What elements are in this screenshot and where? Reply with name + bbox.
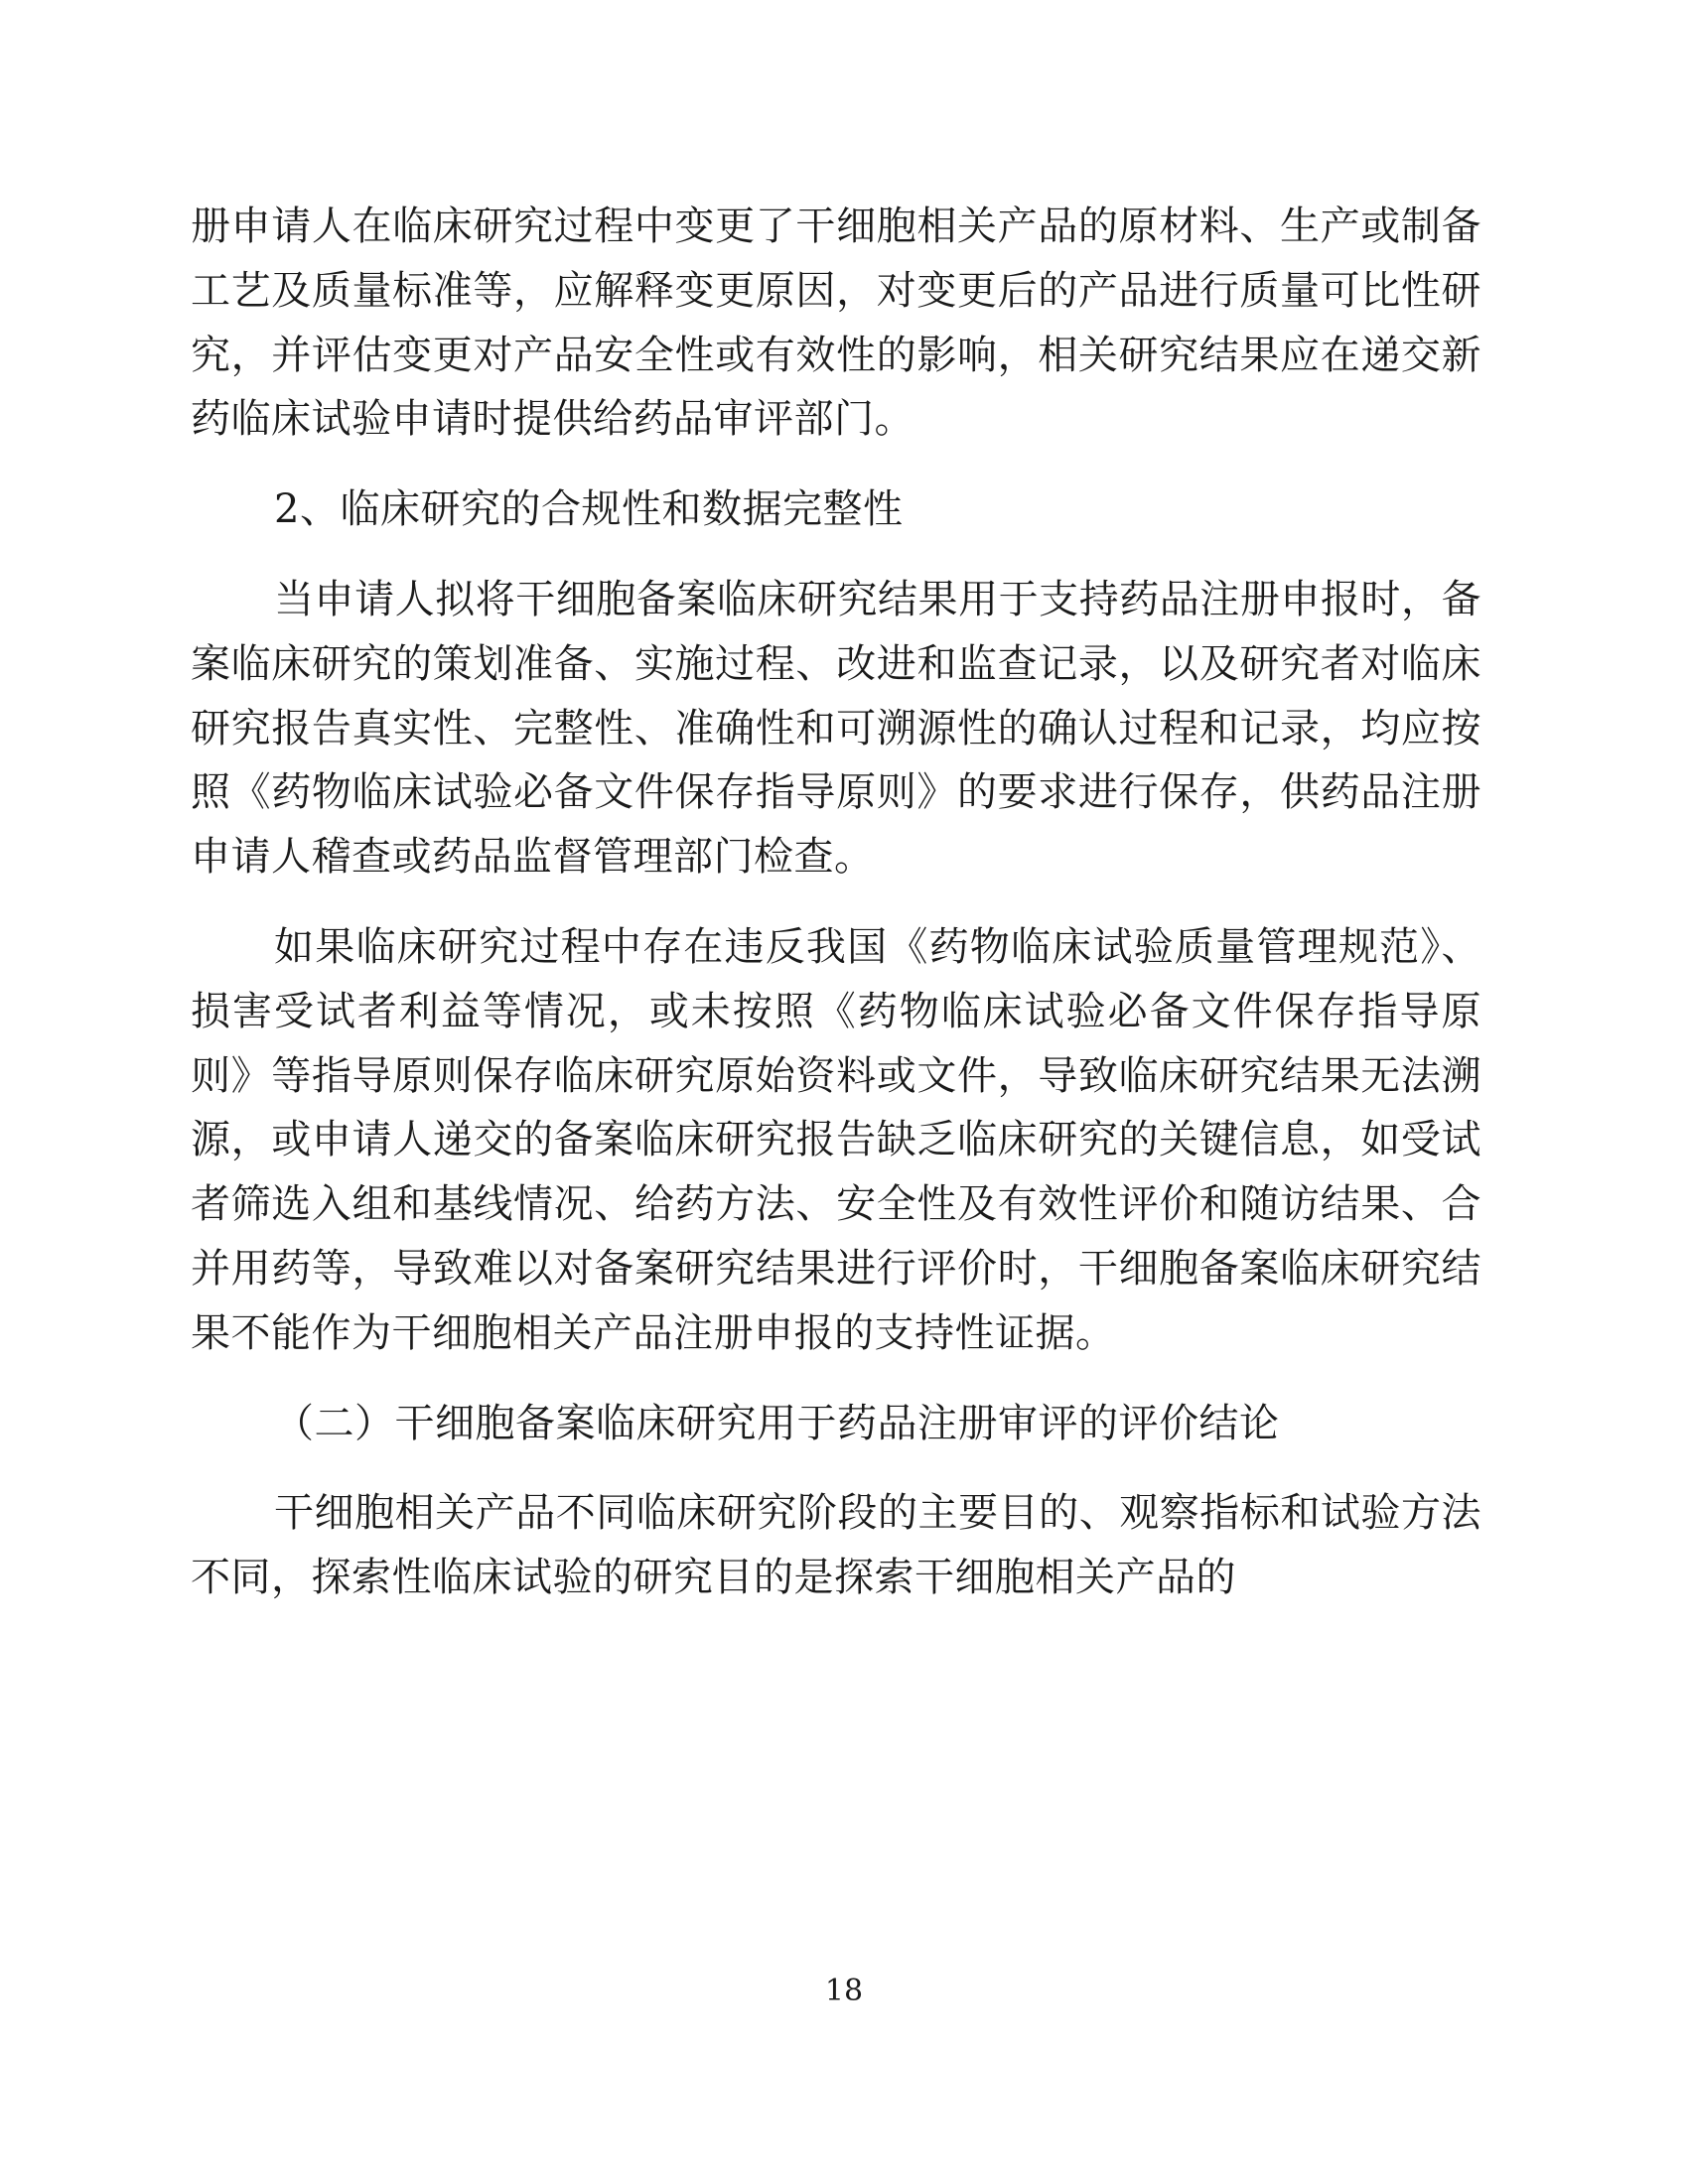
paragraph-noncompliance-consequences: 如果临床研究过程中存在违反我国《药物临床试验质量管理规范》、损害受试者利益等情况，或未按照《药物临床试验必备文件保存指导原则》等指导原则保存临床研究原始资料或文件，导致临床研究结果无法溯源，或申请人递交的备案临床研究报告缺乏临床研究的关键信息，如受试者筛选入组和基线情况、给药方法、安全性及有效性评价和随访结果、合并用药等，导致难以对备案研究结果进行评价时，干细胞备案临床研究结果不能作为干细胞相关产品注册申报的支持性证据。 <box>191 923 1481 1356</box>
paragraph-continued: 册申请人在临床研究过程中变更了干细胞相关产品的原材料、生产或制备工艺及质量标准等，应解释变更原因，对变更后的产品进行质量可比性研究，并评估变更对产品安全性或有效性的影响，相关研究结果应在递交新药临床试验申请时提供给药品审评部门。 <box>191 204 1481 443</box>
paragraph-exploratory-trials: 干细胞相关产品不同临床研究阶段的主要目的、观察指标和试验方法不同，探索性临床试验的研究目的是探索干细胞相关产品的 <box>191 1490 1481 1601</box>
heading-clinical-compliance: 2、临床研究的合规性和数据完整性 <box>274 486 904 533</box>
page-body <box>191 195 1481 1614</box>
page-number: 18 <box>824 1974 864 2008</box>
paragraph-records-preservation: 当申请人拟将干细胞备案临床研究结果用于支持药品注册申报时，备案临床研究的策划准备、实施过程、改进和监查记录，以及研究者对临床研究报告真实性、完整性、准确性和可溯源性的确认过程和记录，均应按照《药物临床试验必备文件保存指导原则》的要求进行保存，供药品注册申请人稽查或药品监督管理部门检查。 <box>191 576 1481 881</box>
heading-evaluation-conclusion: （二）干细胞备案临床研究用于药品注册审评的评价结论 <box>274 1400 1280 1446</box>
